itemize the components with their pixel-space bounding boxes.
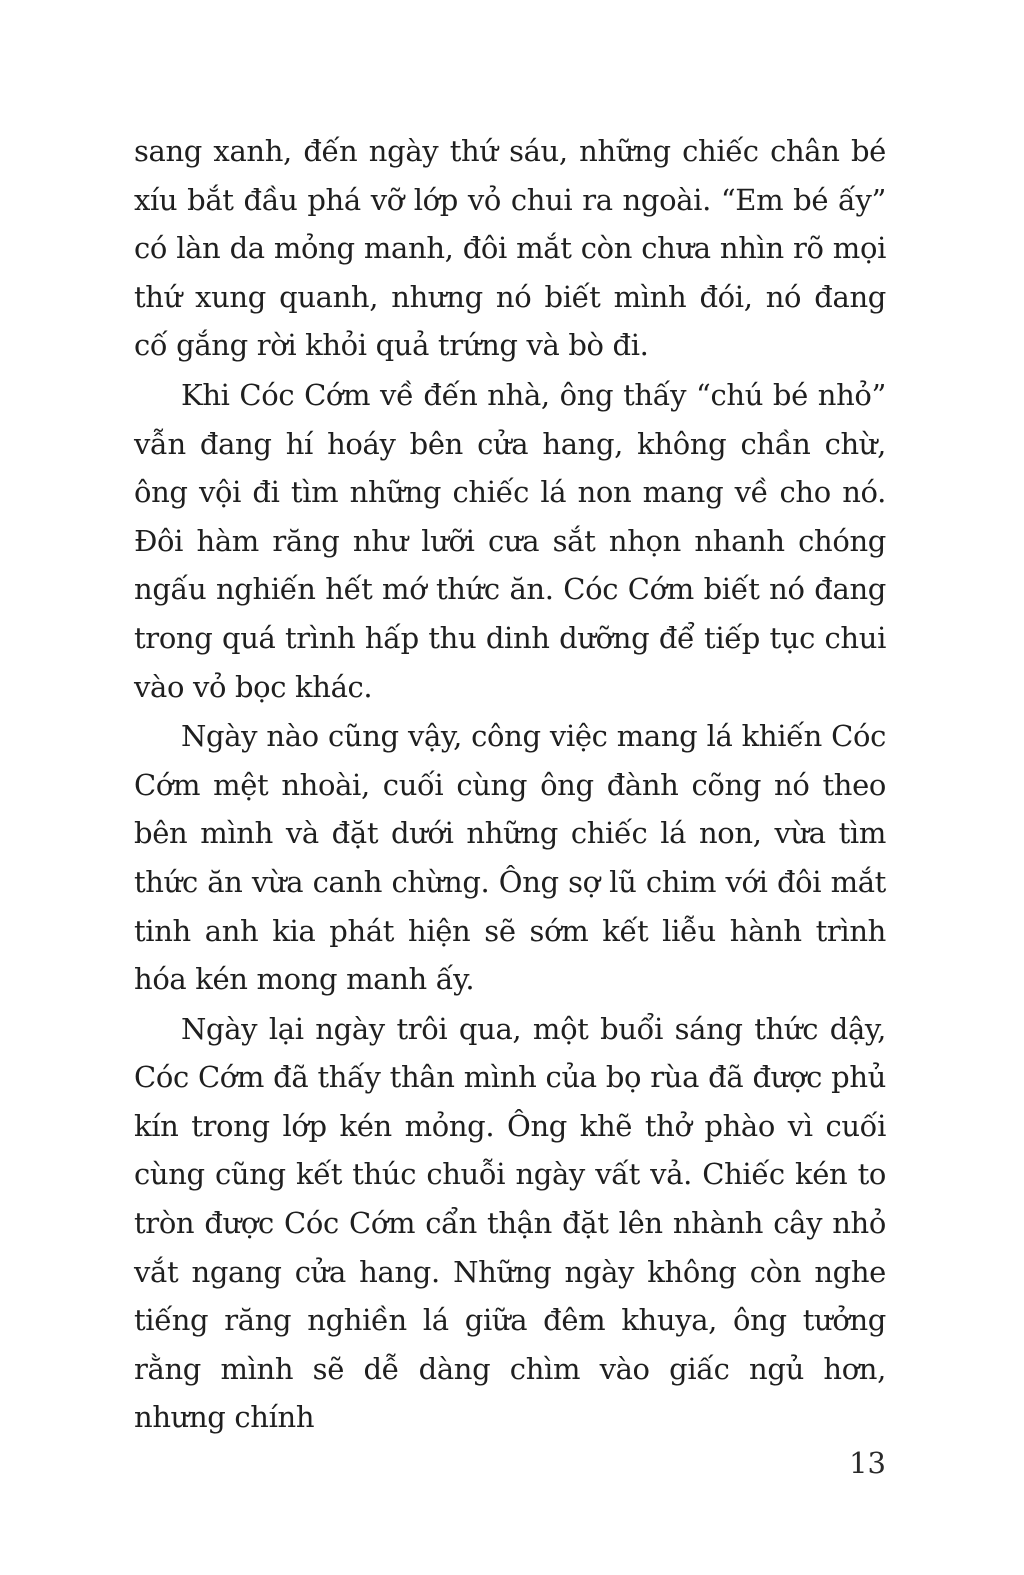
body-text <box>134 127 886 1443</box>
paragraph-3: Ngày nào cũng vậy, công việc mang lá khiến Cóc Cớm mệt nhoài, cuối cùng ông đành cõng nó theo bên mình và đặt dưới những chiếc lá non, vừa tìm thức ăn vừa canh chừng. Ông sợ lũ chim với đôi mắt tinh anh kia phát hiện sẽ sớm kết liễu hành trình hóa kén mong manh ấy. <box>134 719 886 997</box>
paragraph-2: Khi Cóc Cớm về đến nhà, ông thấy “chú bé nhỏ” vẫn đang hí hoáy bên cửa hang, không chần chừ, ông vội đi tìm những chiếc lá non mang về cho nó. Đôi hàm răng như lưỡi cưa sắt nhọn nhanh chóng ngấu nghiến hết mớ thức ăn. Cóc Cớm biết nó đang trong quá trình hấp thu dinh dưỡng để tiếp tục chui vào vỏ bọc khác. <box>134 377 886 704</box>
page-number: 13 <box>849 1446 886 1480</box>
paragraph-4: Ngày lại ngày trôi qua, một buổi sáng thức dậy, Cóc Cớm đã thấy thân mình của bọ rùa đã được phủ kín trong lớp kén mỏng. Ông khẽ thở phào vì cuối cùng cũng kết thúc chuỗi ngày vất vả. Chiếc kén to tròn được Cóc Cớm cẩn thận đặt lên nhành cây nhỏ vắt ngang cửa hang. Những ngày không còn nghe tiếng răng nghiền lá giữa đêm khuya, ông tưởng rằng mình sẽ dễ dàng chìm vào giấc ngủ hơn, nhưng chính <box>134 1011 886 1435</box>
paragraph-1: sang xanh, đến ngày thứ sáu, những chiếc chân bé xíu bắt đầu phá vỡ lớp vỏ chui ra ngoài. “Em bé ấy” có làn da mỏng manh, đôi mắt còn chưa nhìn rõ mọi thứ xung quanh, nhưng nó biết mình đói, nó đang cố gắng rời khỏi quả trứng và bò đi. <box>134 134 886 363</box>
